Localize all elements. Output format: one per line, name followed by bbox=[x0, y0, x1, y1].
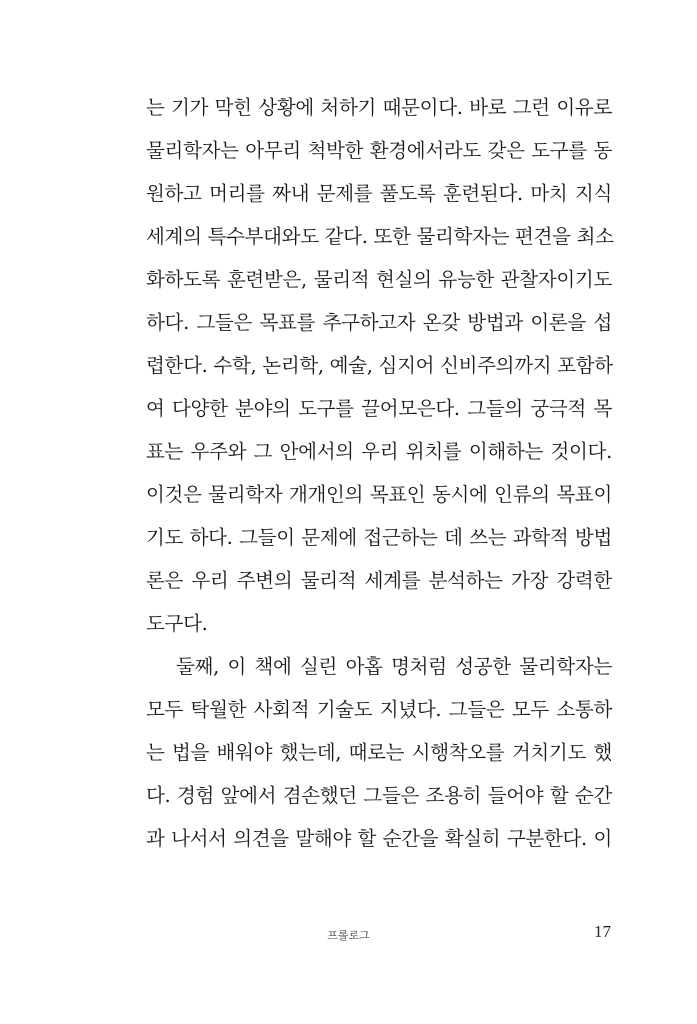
text-line: 렵한다. 수학, 논리학, 예술, 심지어 신비주의까지 포함하 bbox=[146, 354, 613, 377]
text-line: 과 나서서 의견을 말해야 할 순간을 확실히 구분한다. 이 bbox=[146, 827, 612, 850]
text-line: 둘째, 이 책에 실린 아홉 명처럼 성공한 물리학자는 bbox=[176, 655, 612, 678]
text-line: 세계의 특수부대와도 같다. 또한 물리학자는 편견을 최소 bbox=[146, 225, 614, 248]
text-line: 는 기가 막힌 상황에 처하기 때문이다. 바로 그런 이유로 bbox=[146, 96, 612, 119]
running-footer-title: 프롤로그 bbox=[327, 929, 370, 942]
text-line: 모두 탁월한 사회적 기술도 지녔다. 그들은 모두 소통하 bbox=[146, 698, 612, 721]
page-number: 17 bbox=[594, 922, 611, 941]
text-line: 원하고 머리를 짜내 문제를 풀도록 훈련된다. 마치 지식 bbox=[146, 182, 612, 205]
text-line: 다. 경험 앞에서 겸손했던 그들은 조용히 들어야 할 순간 bbox=[146, 784, 612, 807]
text-line: 론은 우리 주변의 물리적 세계를 분석하는 가장 강력한 bbox=[146, 569, 612, 592]
text-line: 표는 우주와 그 안에서의 우리 위치를 이해하는 것이다. bbox=[146, 440, 612, 463]
text-line: 하다. 그들은 목표를 추구하고자 온갖 방법과 이론을 섭 bbox=[146, 311, 612, 334]
text-line: 도구다. bbox=[146, 612, 208, 635]
text-line: 이것은 물리학자 개개인의 목표인 동시에 인류의 목표이 bbox=[146, 483, 612, 506]
text-line: 여 다양한 분야의 도구를 끌어모은다. 그들의 궁극적 목 bbox=[146, 397, 612, 420]
text-line: 는 법을 배워야 했는데, 때로는 시행착오를 거치기도 했 bbox=[146, 741, 612, 764]
text-line: 물리학자는 아무리 척박한 환경에서라도 갖은 도구를 동 bbox=[146, 139, 612, 162]
text-line: 기도 하다. 그들이 문제에 접근하는 데 쓰는 과학적 방법 bbox=[146, 526, 612, 549]
body-text bbox=[146, 86, 612, 860]
text-line: 화하도록 훈련받은, 물리적 현실의 유능한 관찰자이기도 bbox=[146, 268, 612, 291]
